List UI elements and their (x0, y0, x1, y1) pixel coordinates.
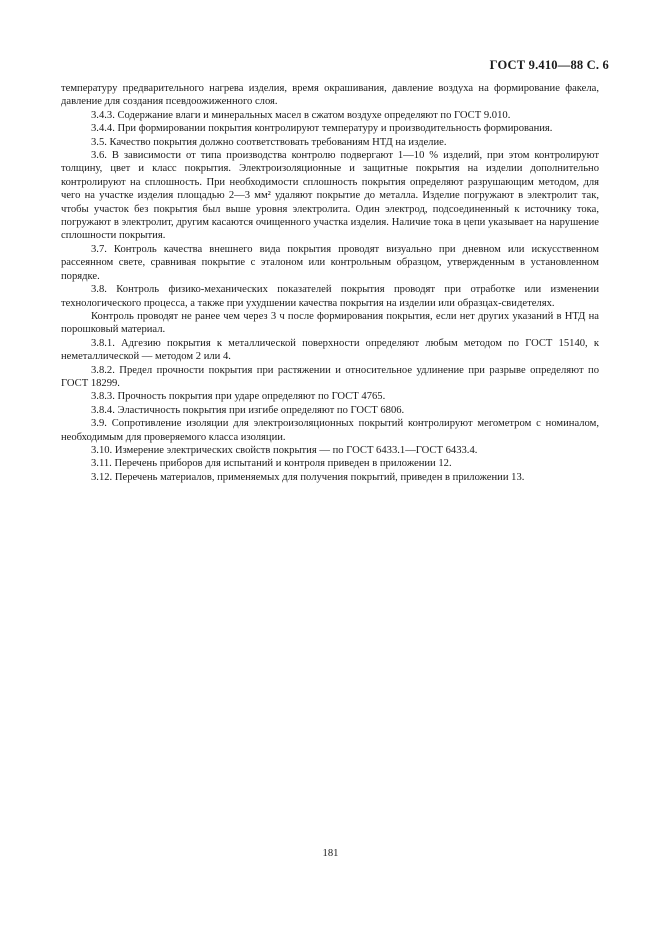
page-number: 181 (322, 848, 339, 859)
paragraph-3-6: 3.6. В зависимости от типа производства контролю подвергают 1—10 % изделий, при этом контролируют толщину, цвет и класс покрытия. Электроизоляционные и защитные покрытия на изделии дополнительно контролируют на сплошность. При необходимости сплошность покрытия определяют разрушающим методом, для чего на участке изделия площадью 2—3 мм² удаляют покрытие до металла. Изделие погружают в электролит так, чтобы участок без покрытия был выше уровня электролита. Один электрод, подсоединенный к источнику тока, погружают в электролит, другим касаются очищенного участка изделия. Наличие тока в цепи указывает на нарушение сплошности покрытия. (61, 150, 599, 242)
paragraph-3-7: 3.7. Контроль качества внешнего вида покрытия проводят визуально при дневном или искусственном рассеянном свете, сравнивая покрытие с эталоном или контрольным образцом, утвержденным в установленном порядке. (61, 243, 599, 282)
paragraph-3-8: 3.8. Контроль физико-механических показателей покрытия проводят при отработке или изменении технологического процесса, а также при ухудшении качества покрытия на изделии или образцах-свидетелях. (61, 284, 599, 309)
paragraph-3-10: 3.10. Измерение электрических свойств покрытия — по ГОСТ 6433.1—ГОСТ 6433.4. (91, 444, 478, 456)
paragraph-3-8-1: 3.8.1. Адгезию покрытия к металлической поверхности определяют любым методом по ГОСТ 15140, к неметаллической — методом 2 или 4. (61, 337, 599, 363)
page-header: ГОСТ 9.410—88 С. 6 (489, 58, 609, 72)
paragraph-3-12: 3.12. Перечень материалов, применяемых для получения покрытий, приведен в приложении 13. (91, 471, 525, 483)
paragraph-3-8-3: 3.8.3. Прочность покрытия при ударе определяют по ГОСТ 4765. (91, 391, 386, 403)
paragraph-continuation: температуру предварительного нагрева изделия, время окрашивания, давление воздуха на формирование факела, давление для создания псевдоожиженного слоя. (61, 83, 599, 108)
paragraph-3-9: 3.9. Сопротивление изоляции для электроизоляционных покрытий контролируют мегометром с номиналом, необходимым для проверяемого класса изоляции. (61, 418, 599, 443)
paragraph-3-8-note: Контроль проводят не ранее чем через 3 ч после формирования покрытия, если нет других указаний в НТД на порошковый материал. (61, 310, 599, 336)
paragraph-3-4-4: 3.4.4. При формировании покрытия контролируют температуру и производительность формирования. (91, 123, 553, 135)
paragraph-3-5: 3.5. Качество покрытия должно соответствовать требованиям НТД на изделие. (91, 136, 447, 148)
document-body (61, 82, 599, 484)
paragraph-3-4-3: 3.4.3. Содержание влаги и минеральных масел в сжатом воздухе определяют по ГОСТ 9.010. (91, 109, 511, 121)
paragraph-3-8-2: 3.8.2. Предел прочности покрытия при растяжении и относительное удлинение при разрыве определяют по ГОСТ 18299. (61, 364, 599, 389)
paragraph-3-11: 3.11. Перечень приборов для испытаний и контроля приведен в приложении 12. (91, 458, 452, 470)
paragraph-3-8-4: 3.8.4. Эластичность покрытия при изгибе определяют по ГОСТ 6806. (91, 404, 405, 416)
